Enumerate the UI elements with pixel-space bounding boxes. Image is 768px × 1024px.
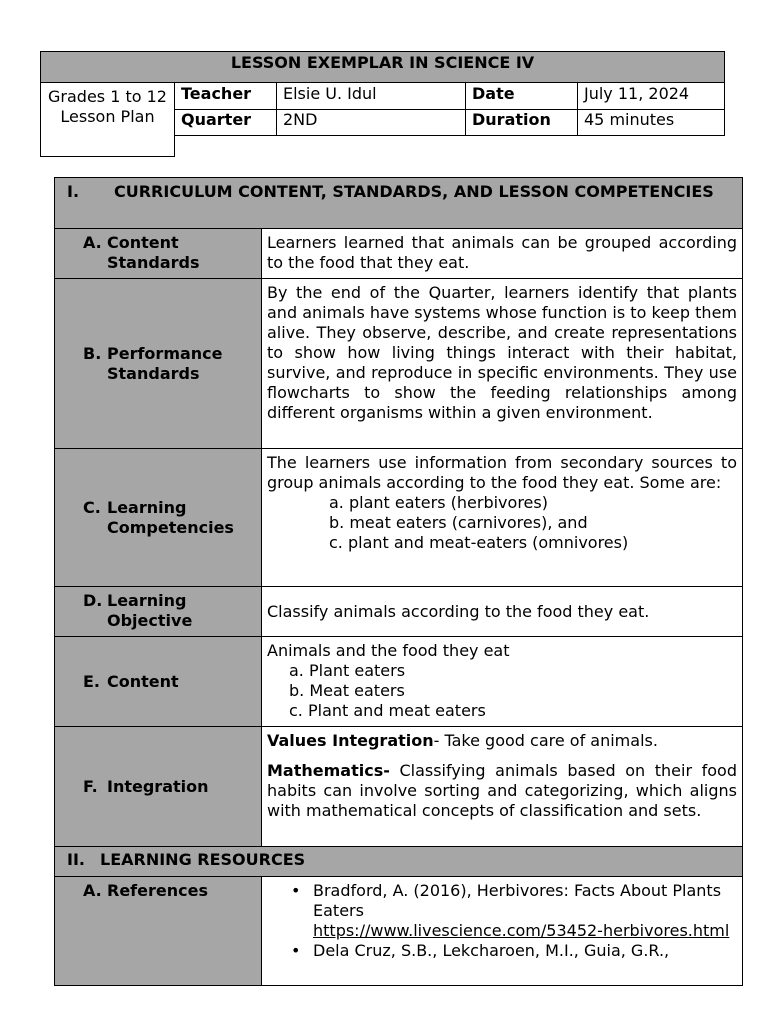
reference-2-text: Dela Cruz, S.B., Lekcharoen, M.I., Guia, G.R.,: [313, 941, 670, 960]
content-standards-label-cell: [54, 228, 262, 279]
reference-1-link[interactable]: https://www.livescience.com/53452-herbivores.html: [313, 921, 730, 940]
teacher-label-cell: [174, 82, 277, 110]
values-integration-label: Values Integration: [267, 731, 434, 750]
list-item: c. Plant and meat eaters: [289, 701, 486, 720]
section-2-number: II.: [67, 850, 85, 869]
bullet-icon: •: [291, 881, 301, 900]
content-standards-text: Learners learned that animals can be grouped according to the food that they eat.: [267, 233, 737, 272]
section-1-title: CURRICULUM CONTENT, STANDARDS, AND LESSON COMPETENCIES: [114, 182, 714, 201]
list-item: b. Meat eaters: [289, 681, 405, 700]
performance-standards-text: By the end of the Quarter, learners identify that plants and animals have systems whose function is to keep them alive. They observe, describe, and create representations to show how living things interact with their habitat, survive, and reproduce in specific environments. They use flowcharts to show the feeding relationships among different organisms within a given environment.: [267, 283, 737, 422]
row-b-letter: B.: [83, 343, 102, 363]
references-label: References: [107, 881, 208, 900]
list-item: a. Plant eaters: [289, 661, 406, 680]
values-integration: [267, 731, 737, 751]
reference-item: [267, 941, 737, 961]
lesson-title: LESSON EXEMPLAR IN SCIENCE IV: [230, 53, 535, 72]
teacher-value: Elsie U. Idul: [283, 84, 377, 103]
mathematics-text: Classifying animals based on their food habits can involve sorting and categorizing, which aligns with mathematical concepts of classification and sets.: [267, 761, 737, 820]
quarter-label-cell: [174, 109, 277, 136]
teacher-value-cell: [276, 82, 466, 110]
list-item: b. meat eaters (carnivores), and: [329, 513, 588, 532]
section-2-header: [54, 846, 743, 877]
references-text-cell: [261, 876, 743, 986]
teacher-label: Teacher: [181, 84, 252, 103]
section-2-title: LEARNING RESOURCES: [100, 850, 306, 869]
content-text: Animals and the food they eat: [267, 641, 510, 660]
values-integration-text: - Take good care of animals.: [433, 731, 658, 750]
duration-value: 45 minutes: [584, 110, 675, 129]
references-label-cell: [54, 876, 262, 986]
reference-1-text: Bradford, A. (2016), Herbivores: Facts About Plants Eaters: [313, 881, 722, 920]
learning-competencies-text-cell: [261, 448, 743, 587]
row-c-letter: C.: [83, 497, 101, 517]
content-list: [267, 661, 737, 721]
performance-standards-text-cell: [261, 278, 743, 449]
learning-objective-text: Classify animals according to the food they eat.: [267, 601, 650, 621]
learning-objective-label-cell: [54, 586, 262, 637]
section-1-number: I.: [67, 182, 80, 201]
lesson-title-bar: [40, 51, 725, 83]
content-label-cell: [54, 636, 262, 727]
lesson-plan-label: Grades 1 to 12 Lesson Plan: [48, 87, 167, 126]
competency-list: [267, 493, 737, 553]
learning-objective-text-cell: [261, 586, 743, 637]
content-label: Content: [107, 671, 179, 691]
content-text-cell: [261, 636, 743, 727]
row-f-letter: F.: [83, 776, 98, 796]
date-label: Date: [472, 84, 515, 103]
date-label-cell: [465, 82, 578, 110]
integration-text-cell: [261, 726, 743, 847]
quarter-value: 2ND: [283, 110, 318, 129]
integration-label: Integration: [107, 776, 209, 796]
row-e-letter: E.: [83, 671, 101, 691]
learning-competencies-label-cell: [54, 448, 262, 587]
duration-value-cell: [577, 109, 725, 136]
list-item: a. plant eaters (herbivores): [329, 493, 548, 512]
content-standards-label: Content Standards: [107, 233, 200, 272]
row-a-letter: A.: [83, 233, 102, 252]
learning-competencies-text: The learners use information from secondary sources to group animals according to the food they eat. Some are:: [267, 453, 737, 492]
bullet-icon: •: [291, 941, 301, 960]
reference-item: [267, 881, 737, 941]
list-item: c. plant and meat-eaters (omnivores): [329, 533, 629, 552]
quarter-value-cell: [276, 109, 466, 136]
quarter-label: Quarter: [181, 110, 252, 129]
row-d-letter: D.: [83, 591, 103, 610]
integration-label-cell: [54, 726, 262, 847]
content-standards-text-cell: [261, 228, 743, 279]
duration-label-cell: [465, 109, 578, 136]
performance-standards-label-cell: [54, 278, 262, 449]
duration-label: Duration: [472, 110, 551, 129]
learning-objective-label: Learning Objective: [107, 591, 193, 630]
learning-competencies-label: Learning Competencies: [107, 497, 234, 537]
mathematics-integration: [267, 761, 737, 821]
mathematics-label: Mathematics-: [267, 761, 390, 780]
date-value-cell: [577, 82, 725, 110]
section-1-header: [54, 177, 743, 229]
performance-standards-label: Performance Standards: [107, 343, 223, 383]
lesson-plan-box: [40, 82, 175, 157]
date-value: July 11, 2024: [584, 84, 690, 103]
references-letter: A.: [83, 881, 102, 900]
